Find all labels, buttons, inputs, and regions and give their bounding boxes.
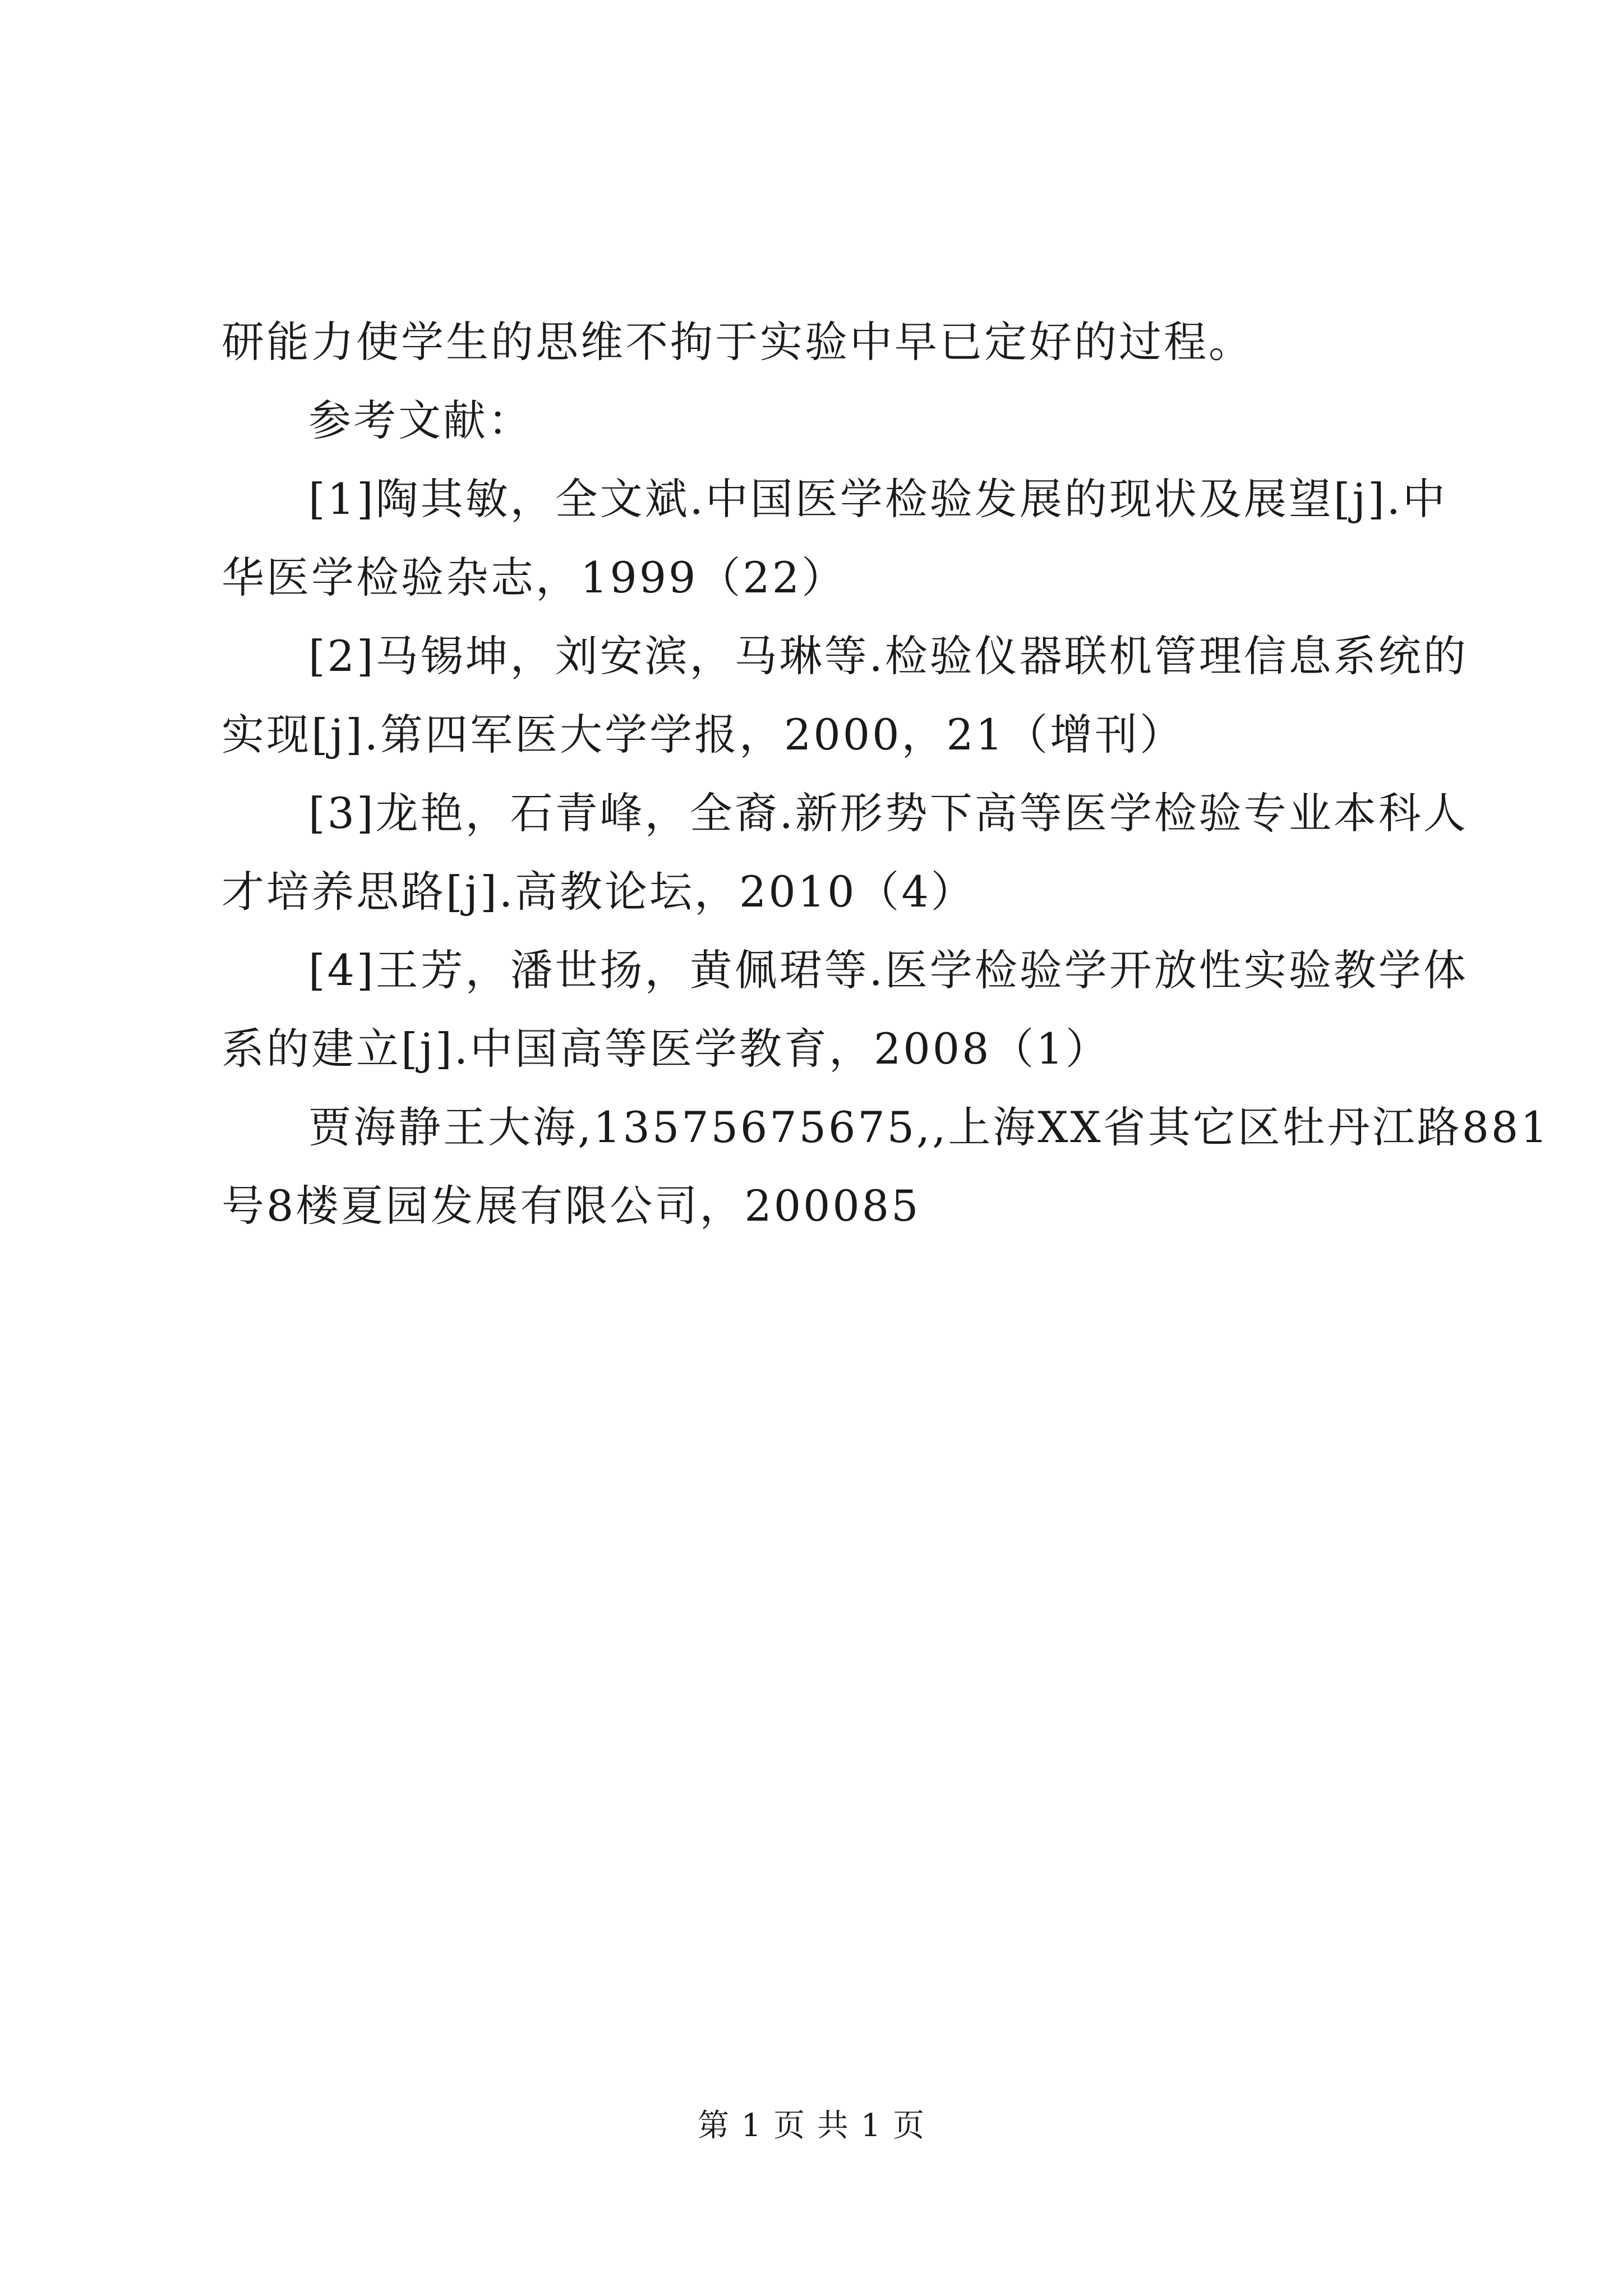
reference-3-line-1: [3]龙艳，石青峰，全裔.新形势下高等医学检验专业本科人 bbox=[308, 788, 1468, 838]
text-line: 研能力使学生的思维不拘于实验中早已定好的过程。 bbox=[222, 317, 1253, 367]
reference-3-line-2: 才培养思路[j].高教论坛，2010（4） bbox=[222, 867, 976, 917]
reference-2-line-2: 实现[j].第四军医大学学报，2000，21（增刊） bbox=[222, 710, 1185, 760]
reference-4-line-1: [4]王芳，潘世扬，黄佩珺等.医学检验学开放性实验教学体 bbox=[308, 945, 1468, 995]
reference-4-line-2: 系的建立[j].中国高等医学教育，2008（1） bbox=[222, 1024, 1110, 1074]
contact-line-2: 号8楼夏园发展有限公司，200085 bbox=[222, 1181, 921, 1231]
document-body bbox=[222, 303, 1550, 1245]
page-footer: 第 1 页 共 1 页 bbox=[697, 2108, 926, 2144]
reference-1-line-1: [1]陶其敏，全文斌.中国医学检验发展的现状及展望[j].中 bbox=[308, 474, 1447, 524]
references-heading: 参考文献： bbox=[308, 395, 533, 445]
reference-1-line-2: 华医学检验杂志，1999（22） bbox=[222, 553, 847, 602]
contact-line-1: 贾海静王大海,13575675675,,上海XX省其它区牡丹江路881 bbox=[308, 1102, 1550, 1152]
reference-2-line-1: [2]马锡坤，刘安滨，马琳等.检验仪器联机管理信息系统的 bbox=[308, 631, 1468, 681]
